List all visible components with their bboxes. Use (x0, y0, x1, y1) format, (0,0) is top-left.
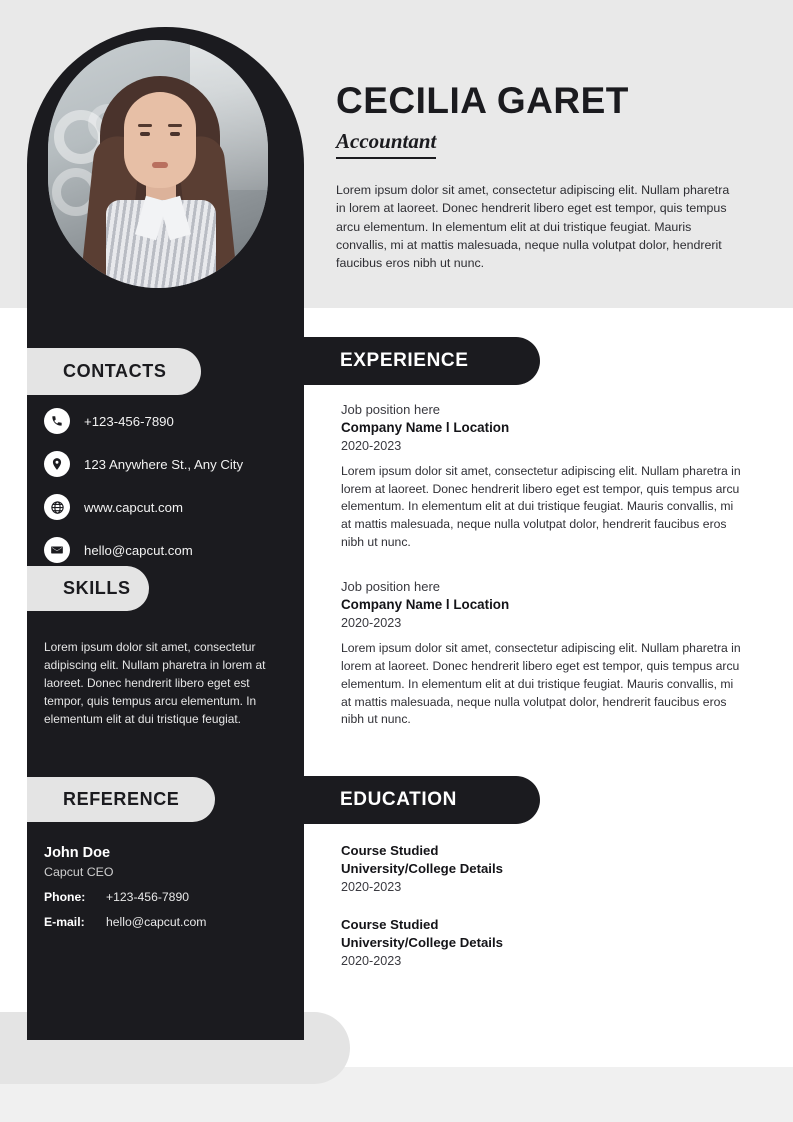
page-title: CECILIA GARET (336, 80, 629, 121)
photo-lips (152, 162, 168, 168)
education-years: 2020-2023 (341, 880, 402, 894)
section-heading-experience-label: EXPERIENCE (340, 350, 469, 371)
contact-value-phone: +123-456-7890 (84, 413, 174, 429)
contact-value-address: 123 Anywhere St., Any City (84, 456, 244, 472)
section-heading-contacts (27, 348, 201, 395)
reference-title: Capcut CEO (44, 865, 114, 879)
experience-years: 2020-2023 (341, 439, 402, 453)
location-pin-icon (44, 451, 70, 477)
section-heading-education-label: EDUCATION (340, 789, 457, 810)
section-heading-contacts-label: CONTACTS (63, 361, 167, 381)
job-title: Accountant (336, 129, 436, 159)
contact-value-email: hello@capcut.com (84, 542, 193, 558)
phone-icon (44, 408, 70, 434)
profile-photo (48, 40, 268, 288)
experience-years: 2020-2023 (341, 616, 402, 631)
education-years: 2020-2023 (341, 954, 402, 968)
photo-face (124, 92, 196, 188)
education-list (341, 843, 741, 991)
envelope-icon (44, 537, 70, 563)
education-school: University/College Details (341, 861, 503, 876)
contact-row-website[interactable] (44, 494, 294, 520)
photo-background (48, 40, 268, 288)
contact-row-phone[interactable] (44, 408, 294, 434)
experience-item (341, 579, 741, 728)
section-heading-education (304, 776, 540, 824)
experience-description: Lorem ipsum dolor sit amet, consectetur adipiscing elit. Nullam pharetra in lorem at laoreet. Donec hendrerit libero eget est tempor, quis tempus arcu elementum. In elementum elit at dui tristique feugiat. Mauris convallis, mi at mattis malesuada, neque nulla volutpat dolor, hendrerit faucibus eros nibh ut nunc. (341, 464, 741, 549)
education-course: Course Studied (341, 917, 439, 932)
reference-phone-value: +123-456-7890 (106, 890, 190, 904)
education-item (341, 917, 741, 968)
contact-value-website: www.capcut.com (84, 499, 183, 515)
reference-phone-row (44, 890, 284, 904)
reference-block (44, 845, 284, 929)
experience-position: Job position here (341, 402, 441, 417)
contacts-list (44, 408, 294, 580)
globe-icon (44, 494, 70, 520)
contact-row-address[interactable] (44, 451, 294, 477)
section-heading-experience (304, 337, 540, 385)
section-heading-reference-label: REFERENCE (63, 789, 180, 809)
reference-email-value: hello@capcut.com (106, 915, 207, 929)
photo-eye-right (170, 132, 180, 136)
photo-brow-left (138, 124, 152, 127)
reference-phone-label: Phone: (44, 890, 86, 904)
education-item (341, 843, 741, 894)
photo-eye-left (140, 132, 150, 136)
education-course: Course Studied (341, 843, 439, 858)
contact-row-email[interactable] (44, 537, 294, 563)
experience-position: Job position here (341, 579, 441, 595)
experience-company: Company Name l Location (341, 597, 510, 613)
experience-list (341, 402, 741, 757)
reference-name: John Doe (44, 845, 111, 861)
section-heading-reference (27, 777, 215, 822)
photo-brow-right (168, 124, 182, 127)
experience-item (341, 402, 741, 551)
education-school: University/College Details (341, 935, 503, 950)
skills-description: Lorem ipsum dolor sit amet, consectetur adipiscing elit. Nullam pharetra in lorem at laoreet. Donec hendrerit libero eget est tempor, quis tempus arcu elementum. In elementum elit at dui tristique feugiat. (44, 640, 266, 727)
experience-company: Company Name l Location (341, 420, 510, 435)
reference-email-label: E-mail: (44, 915, 85, 929)
profile-summary: Lorem ipsum dolor sit amet, consectetur adipiscing elit. Nullam pharetra in lorem at laoreet. Donec hendrerit libero eget est tempor, quis tempus arcu elementum. In elementum elit at dui tristique feugiat. Mauris convallis, mi at mattis malesuada, neque nulla volutpat dolor, hendrerit faucibus eros nibh ut nunc. (336, 182, 730, 271)
reference-email-row (44, 915, 284, 929)
experience-description: Lorem ipsum dolor sit amet, consectetur adipiscing elit. Nullam pharetra in lorem at laoreet. Donec hendrerit libero eget est tempor, quis tempus arcu elementum. In elementum elit at dui tristique feugiat. Mauris convallis, mi at mattis malesuada, neque nulla volutpat dolor, hendrerit faucibus eros nibh ut nunc. (341, 641, 741, 727)
header-block (336, 82, 756, 273)
section-heading-skills-label: SKILLS (63, 578, 131, 598)
